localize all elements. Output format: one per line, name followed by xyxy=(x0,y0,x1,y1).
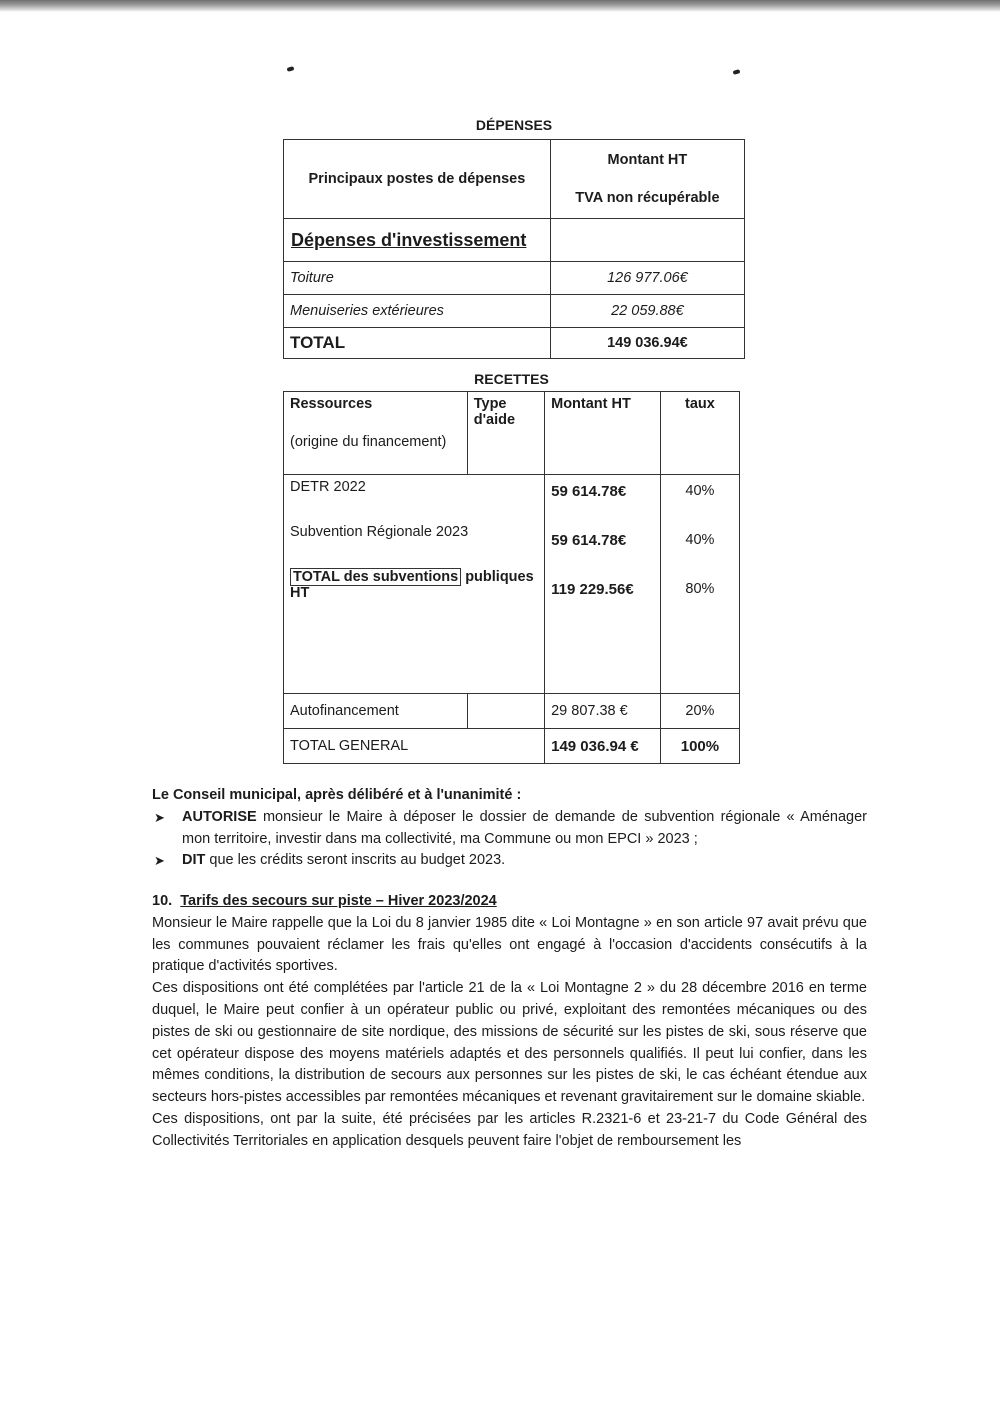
depenses-section-label: Dépenses d'investissement xyxy=(284,219,551,262)
autofinancement-rate: 20% xyxy=(660,694,739,729)
recettes-rates xyxy=(660,475,739,694)
depenses-header-postes: Principaux postes de dépenses xyxy=(284,140,551,219)
recettes-title: RECETTES xyxy=(474,371,549,387)
recette-rate: 80% xyxy=(685,581,715,597)
section-10 xyxy=(152,891,867,1153)
total-general-rate: 100% xyxy=(660,729,739,764)
autofinancement-amount: 29 807.38 € xyxy=(545,694,661,729)
depenses-title: DÉPENSES xyxy=(475,117,553,133)
paragraph: Ces dispositions ont été complétées par l'article 21 de la « Loi Montagne 2 » du 28 décembre 2016 en terme duquel, le Maire peut confier à un opérateur public ou privé, exploitant des remontées mécaniques ou des pistes de ski ou gestionnaire de site nordique, des missions de sécurité sur les pistes de ski, sous réserve que cet opérateur dispose des moyens matériels adaptés et des personnels qualifiés. Il peut lui confier, dans les mêmes conditions, la distribution de secours aux personnes sur les pistes de ski, le cas échéant étendue aux secteurs hors-pistes accessibles par remontées mécaniques et revenant gravitairement sur le domaine skiable. xyxy=(152,980,867,1106)
recettes-table xyxy=(283,391,740,764)
arrow-bullet-icon: ➤ xyxy=(154,853,165,869)
depense-label: Toiture xyxy=(284,262,551,295)
recette-label: Subvention Régionale 2023 xyxy=(290,524,469,540)
recettes-header-ressources: Ressources (origine du financement) xyxy=(284,392,468,475)
recette-amount: 59 614.78€ xyxy=(551,483,627,500)
recette-amount: 119 229.56€ xyxy=(551,581,634,598)
scan-speck xyxy=(733,69,741,75)
deliberation-item: ➤ DIT que les crédits seront inscrits au budget 2023. xyxy=(152,850,867,872)
paragraph: Ces dispositions, ont par la suite, été précisées par les articles R.2321-6 et 23-21-7 du Code Général des Collectivités Territoriales en application desquels peuvent faire l'objet de remboursement les xyxy=(152,1110,867,1149)
depense-amount: 126 977.06€ xyxy=(550,262,744,295)
depenses-total-amount: 149 036.94€ xyxy=(550,328,744,359)
depense-label: Menuiseries extérieures xyxy=(284,295,551,328)
recette-label: DETR 2022 xyxy=(290,479,366,495)
total-general-amount: 149 036.94 € xyxy=(545,729,661,764)
recette-amount: 59 614.78€ xyxy=(551,532,627,549)
recettes-header-taux: taux xyxy=(660,392,739,475)
deliberation-intro: Le Conseil municipal, après délibéré et à l'unanimité : xyxy=(152,787,522,803)
recettes-header-montant: Montant HT xyxy=(545,392,661,475)
total-general-label: TOTAL GENERAL xyxy=(284,729,545,764)
recettes-labels xyxy=(284,475,545,694)
depenses-header-montant: Montant HT TVA non récupérable xyxy=(550,140,744,219)
recette-rate: 40% xyxy=(685,532,715,548)
section-title: 10. Tarifs des secours sur piste – Hiver 2023/2024 xyxy=(152,893,497,909)
depenses-table xyxy=(283,139,745,359)
scan-edge xyxy=(0,0,1000,12)
depenses-total-label: TOTAL xyxy=(284,328,551,359)
arrow-bullet-icon: ➤ xyxy=(154,809,165,825)
depense-amount: 22 059.88€ xyxy=(550,295,744,328)
recette-rate: 40% xyxy=(685,483,715,499)
recette-label: TOTAL des subventions publiques HT xyxy=(290,569,534,601)
deliberation-item: ➤ AUTORISE monsieur le Maire à déposer le dossier de demande de subvention régionale « Aménager mon territoire, investir dans ma collectivité, ma Commune ou mon EPCI » 2023 ; xyxy=(154,808,867,847)
recettes-amounts xyxy=(545,475,661,694)
scan-speck xyxy=(287,66,295,72)
recettes-header-type: Type d'aide xyxy=(467,392,544,475)
deliberation xyxy=(152,785,867,872)
paragraph: Monsieur le Maire rappelle que la Loi du 8 janvier 1985 dite « Loi Montagne » en son article 97 avait prévu que les communes pouvaient réclamer les frais qu'elles ont engagé à l'occasion d'accidents consécutifs à la pratique d'activités sportives. xyxy=(152,914,867,975)
autofinancement-label: Autofinancement xyxy=(284,694,468,729)
